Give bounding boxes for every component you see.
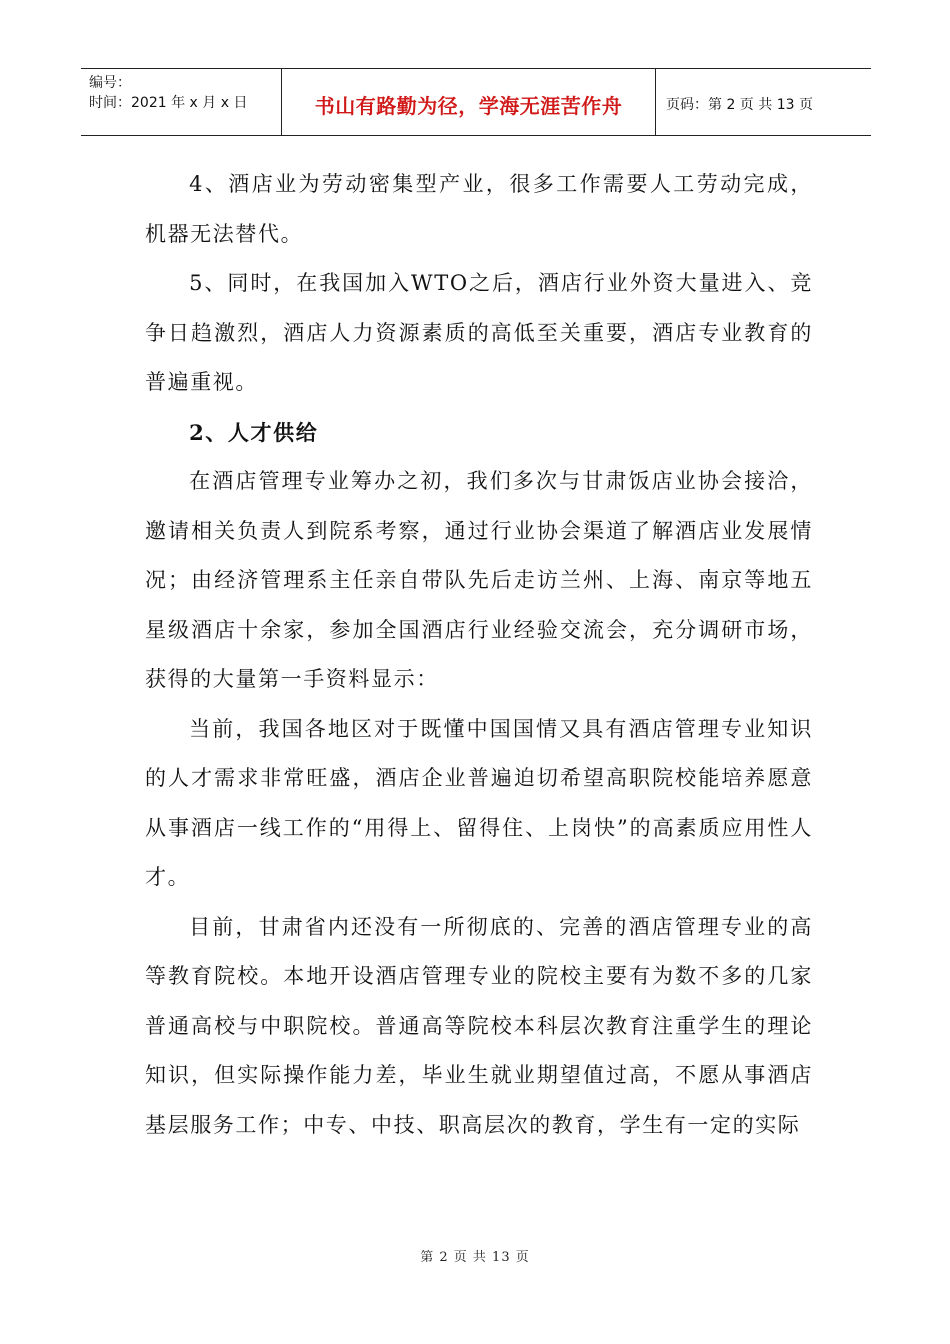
header-motto-cell — [282, 69, 656, 135]
header-page-label: 页码：第 2 页 共 13 页 — [666, 97, 813, 113]
paragraph-point-4: 4、酒店业为劳动密集型产业，很多工作需要人工劳动完成，机器无法替代。 — [145, 172, 813, 246]
document-number-label: 编号： — [89, 75, 131, 91]
page-footer: 第 2 页 共 13 页 — [420, 1250, 530, 1265]
paragraph-point-5: 5、同时，在我国加入WTO之后，酒店行业外资大量进入、竞争日趋激烈，酒店人力资源素质的高低至关重要，酒店专业教育的普遍重视。 — [145, 271, 813, 394]
document-date-label: 时间：2021 年 x 月 x 日 — [89, 95, 248, 111]
document-header — [81, 68, 871, 136]
section-heading-talent-supply: 2、人才供给 — [189, 419, 319, 445]
paragraph-current-status: 目前，甘肃省内还没有一所彻底的、完善的酒店管理专业的高等教育院校。本地开设酒店管理专业的院校主要有为数不多的几家普通高校与中职院校。普通高等院校本科层次教育注重学生的理论知识，但实际操作能力差，毕业生就业期望值过高，不愿从事酒店基层服务工作；中专、中技、职高层次的教育，学生有一定的实际 — [145, 914, 813, 1137]
header-meta-cell — [81, 69, 282, 135]
document-body — [145, 160, 813, 1150]
paragraph-research: 在酒店管理专业筹办之初，我们多次与甘肃饭店业协会接洽，邀请相关负责人到院系考察，通过行业协会渠道了解酒店业发展情况；由经济管理系主任亲自带队先后走访兰州、上海、南京等地五星级酒店十余家，参加全国酒店行业经验交流会，充分调研市场，获得的大量第一手资料显示： — [145, 469, 813, 691]
header-page-cell — [656, 69, 871, 135]
header-motto: 书山有路勤为径，学海无涯苦作舟 — [314, 93, 623, 118]
paragraph-demand: 当前，我国各地区对于既懂中国国情又具有酒店管理专业知识的人才需求非常旺盛，酒店企业普遍迫切希望高职院校能培养愿意从事酒店一线工作的“用得上、留得住、上岗快”的高素质应用性人才。 — [145, 716, 813, 889]
